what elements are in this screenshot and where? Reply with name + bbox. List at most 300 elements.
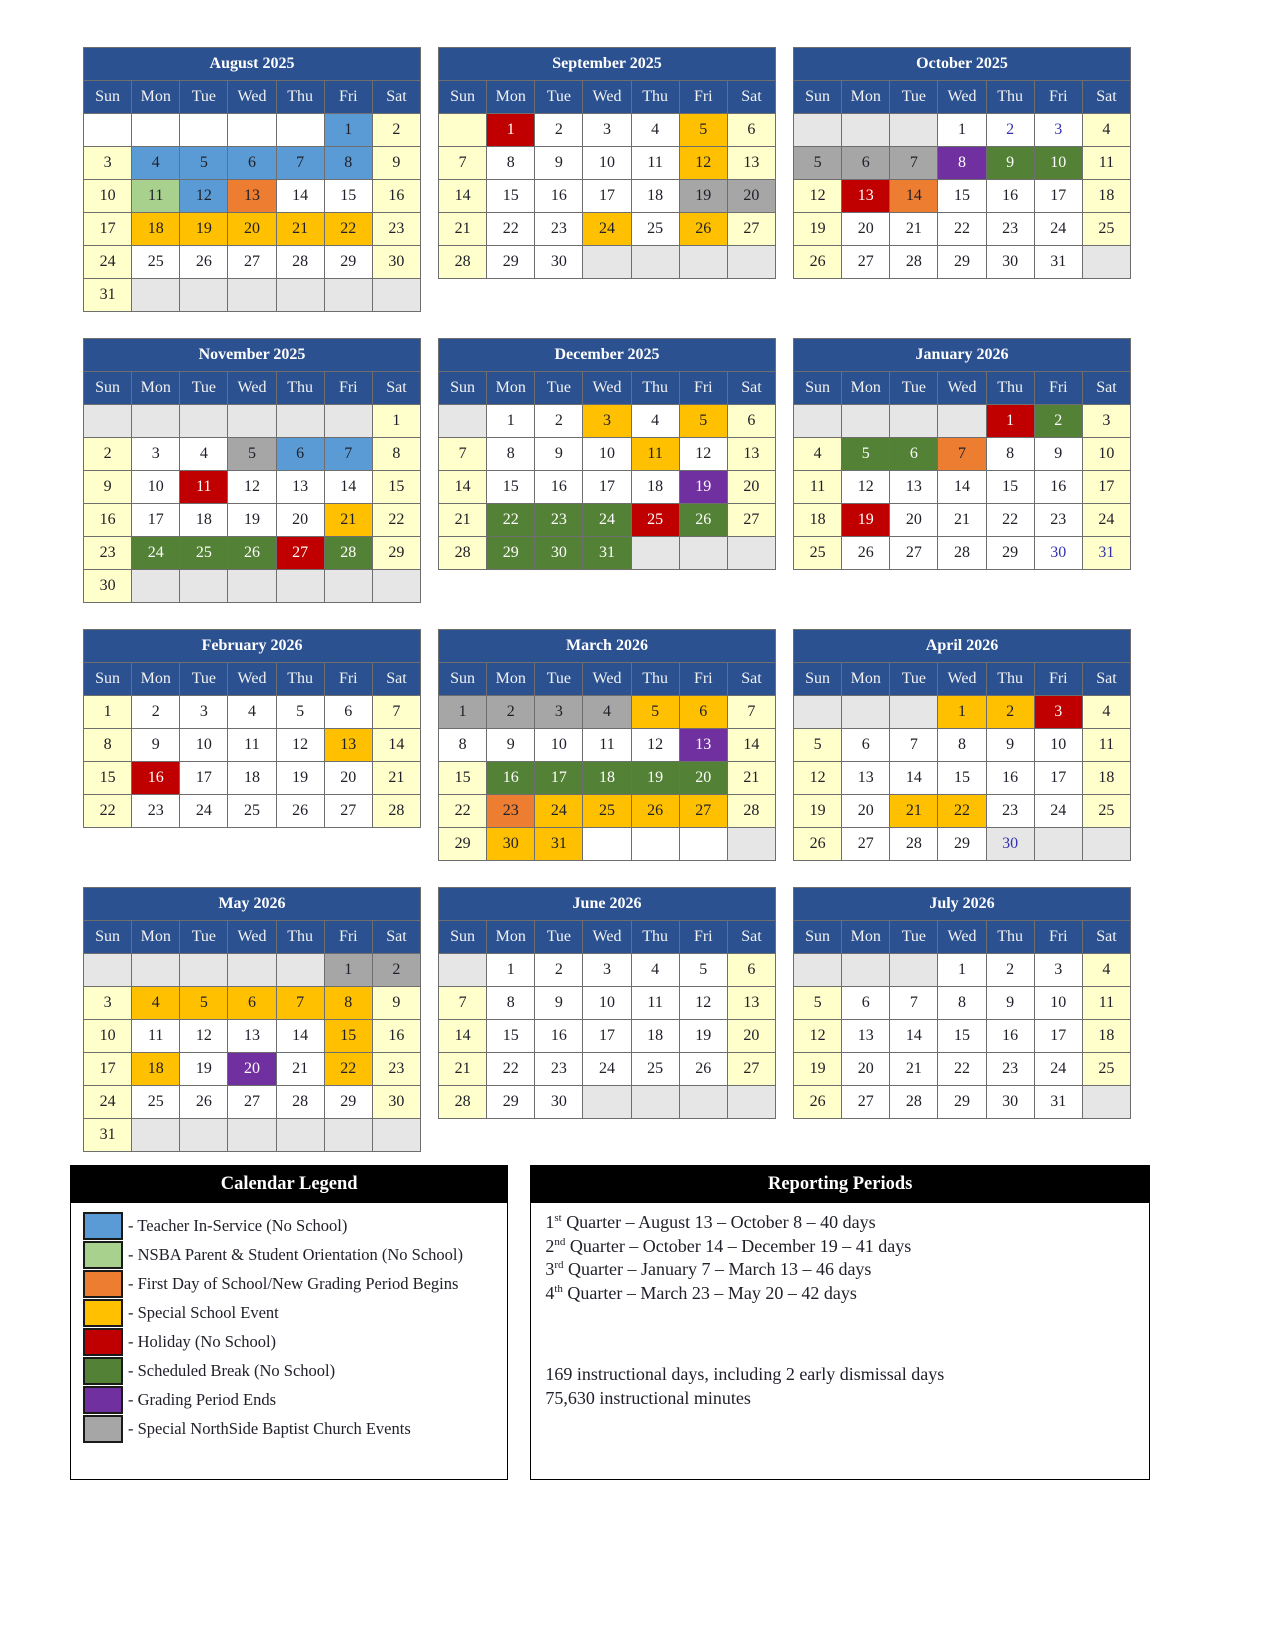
day-cell: 6: [727, 954, 775, 987]
weekday-header-wed: Wed: [938, 81, 986, 114]
day-cell: 7: [727, 696, 775, 729]
day-cell: 4: [794, 438, 842, 471]
day-cell: 16: [535, 471, 583, 504]
empty-cell: [324, 1119, 372, 1152]
empty-cell: [180, 114, 228, 147]
day-cell: 15: [487, 1020, 535, 1053]
calendar-months-grid: [83, 47, 1139, 1152]
empty-cell: [1082, 1086, 1130, 1119]
day-cell: 8: [487, 147, 535, 180]
weekday-header-tue: Tue: [180, 81, 228, 114]
day-cell: 29: [324, 246, 372, 279]
empty-cell: [84, 114, 132, 147]
empty-cell: [583, 828, 631, 861]
empty-cell: [679, 1086, 727, 1119]
day-cell: 22: [487, 504, 535, 537]
weekday-header-tue: Tue: [180, 921, 228, 954]
legend-label: - Teacher In-Service (No School): [128, 1216, 348, 1235]
weekday-header-wed: Wed: [583, 663, 631, 696]
day-cell: 9: [372, 987, 420, 1020]
day-cell: 8: [372, 438, 420, 471]
day-cell: 11: [583, 729, 631, 762]
day-cell: 29: [372, 537, 420, 570]
day-cell: 25: [1082, 795, 1130, 828]
empty-cell: [276, 954, 324, 987]
day-cell: 9: [132, 729, 180, 762]
day-cell: 3: [1082, 405, 1130, 438]
day-cell: 24: [84, 1086, 132, 1119]
day-cell: 28: [439, 246, 487, 279]
day-cell: 11: [1082, 729, 1130, 762]
day-cell: 19: [180, 213, 228, 246]
day-cell: 17: [1034, 1020, 1082, 1053]
weekday-header-thu: Thu: [631, 81, 679, 114]
day-cell: 1: [324, 114, 372, 147]
legend-swatch: [83, 1386, 123, 1414]
weekday-header-tue: Tue: [535, 663, 583, 696]
day-cell: 6: [842, 987, 890, 1020]
day-cell: 23: [986, 795, 1034, 828]
day-cell: 27: [842, 246, 890, 279]
empty-cell: [842, 954, 890, 987]
month-october-2025: [793, 47, 1131, 279]
weekday-header-sun: Sun: [439, 81, 487, 114]
day-cell: 18: [631, 1020, 679, 1053]
weekday-header-fri: Fri: [324, 81, 372, 114]
weekday-header-sat: Sat: [372, 921, 420, 954]
legend-swatch: [83, 1241, 123, 1269]
day-cell: 30: [372, 1086, 420, 1119]
empty-cell: [132, 279, 180, 312]
day-cell: 21: [324, 504, 372, 537]
weekday-header-tue: Tue: [890, 81, 938, 114]
weekday-header-tue: Tue: [890, 372, 938, 405]
weekday-header-mon: Mon: [842, 372, 890, 405]
day-cell: 18: [180, 504, 228, 537]
day-cell: 11: [1082, 987, 1130, 1020]
day-cell: 14: [439, 1020, 487, 1053]
day-cell: 29: [487, 1086, 535, 1119]
day-cell: 27: [727, 1053, 775, 1086]
month-september-2025: [438, 47, 776, 279]
weekday-header-wed: Wed: [938, 921, 986, 954]
month-title: December 2025: [439, 339, 776, 372]
day-cell: 25: [794, 537, 842, 570]
day-cell: 19: [228, 504, 276, 537]
day-cell: 2: [986, 114, 1034, 147]
day-cell: 16: [132, 762, 180, 795]
day-cell: 20: [324, 762, 372, 795]
empty-cell: [132, 954, 180, 987]
day-cell: 28: [372, 795, 420, 828]
day-cell: 12: [679, 438, 727, 471]
day-cell: 4: [631, 954, 679, 987]
day-cell: 17: [132, 504, 180, 537]
day-cell: 26: [679, 504, 727, 537]
day-cell: 2: [132, 696, 180, 729]
day-cell: 27: [276, 537, 324, 570]
day-cell: 12: [180, 1020, 228, 1053]
empty-cell: [890, 405, 938, 438]
day-cell: 26: [794, 828, 842, 861]
legend-swatch: [83, 1328, 123, 1356]
reporting-body: [531, 1203, 1149, 1479]
day-cell: 25: [1082, 1053, 1130, 1086]
day-cell: 7: [890, 729, 938, 762]
empty-cell: [276, 570, 324, 603]
weekday-header-sun: Sun: [794, 921, 842, 954]
weekday-header-mon: Mon: [842, 81, 890, 114]
day-cell: 28: [439, 1086, 487, 1119]
empty-cell: [794, 696, 842, 729]
weekday-header-sat: Sat: [1082, 81, 1130, 114]
legend-item: [83, 1212, 501, 1240]
month-title: January 2026: [794, 339, 1131, 372]
day-cell: 7: [938, 438, 986, 471]
day-cell: 19: [842, 504, 890, 537]
day-cell: 26: [679, 213, 727, 246]
day-cell: 12: [679, 147, 727, 180]
day-cell: 3: [132, 438, 180, 471]
weekday-header-fri: Fri: [1034, 372, 1082, 405]
empty-cell: [276, 279, 324, 312]
day-cell: 5: [842, 438, 890, 471]
day-cell: 18: [631, 180, 679, 213]
day-cell: 4: [1082, 954, 1130, 987]
day-cell: 19: [180, 1053, 228, 1086]
day-cell: 28: [276, 1086, 324, 1119]
day-cell: 3: [1034, 114, 1082, 147]
day-cell: 21: [276, 213, 324, 246]
day-cell: 5: [679, 114, 727, 147]
empty-cell: [228, 114, 276, 147]
day-cell: 26: [180, 246, 228, 279]
day-cell: 28: [276, 246, 324, 279]
day-cell: 14: [890, 762, 938, 795]
weekday-header-mon: Mon: [842, 921, 890, 954]
empty-cell: [631, 537, 679, 570]
empty-cell: [132, 570, 180, 603]
day-cell: 10: [583, 147, 631, 180]
day-cell: 10: [84, 1020, 132, 1053]
day-cell: 29: [938, 828, 986, 861]
day-cell: 21: [938, 504, 986, 537]
empty-cell: [84, 954, 132, 987]
empty-cell: [439, 405, 487, 438]
weekday-header-thu: Thu: [986, 81, 1034, 114]
day-cell: 27: [842, 1086, 890, 1119]
month-june-2026: [438, 887, 776, 1119]
legend-label: - Special NorthSide Baptist Church Events: [128, 1419, 411, 1438]
day-cell: 5: [276, 696, 324, 729]
month-title: April 2026: [794, 630, 1131, 663]
empty-cell: [324, 405, 372, 438]
day-cell: 15: [439, 762, 487, 795]
day-cell: 5: [631, 696, 679, 729]
empty-cell: [132, 1119, 180, 1152]
day-cell: 25: [631, 504, 679, 537]
empty-cell: [180, 279, 228, 312]
empty-cell: [180, 405, 228, 438]
day-cell: 16: [535, 180, 583, 213]
day-cell: 30: [535, 246, 583, 279]
day-cell: 6: [228, 987, 276, 1020]
day-cell: 14: [276, 180, 324, 213]
day-cell: 1: [487, 405, 535, 438]
empty-cell: [372, 570, 420, 603]
day-cell: 9: [535, 987, 583, 1020]
legend-swatch: [83, 1357, 123, 1385]
day-cell: 15: [938, 762, 986, 795]
day-cell: 22: [938, 1053, 986, 1086]
day-cell: 2: [372, 954, 420, 987]
day-cell: 6: [727, 405, 775, 438]
empty-cell: [842, 405, 890, 438]
day-cell: 22: [487, 1053, 535, 1086]
day-cell: 4: [1082, 114, 1130, 147]
empty-cell: [794, 405, 842, 438]
empty-cell: [228, 405, 276, 438]
weekday-header-mon: Mon: [842, 663, 890, 696]
day-cell: 1: [324, 954, 372, 987]
day-cell: 23: [535, 1053, 583, 1086]
day-cell: 12: [794, 762, 842, 795]
weekday-header-mon: Mon: [132, 372, 180, 405]
empty-cell: [372, 279, 420, 312]
weekday-header-sat: Sat: [727, 663, 775, 696]
day-cell: 30: [986, 828, 1034, 861]
weekday-header-sun: Sun: [794, 372, 842, 405]
day-cell: 13: [679, 729, 727, 762]
day-cell: 16: [1034, 471, 1082, 504]
weekday-header-tue: Tue: [535, 372, 583, 405]
day-cell: 30: [535, 1086, 583, 1119]
day-cell: 28: [890, 1086, 938, 1119]
day-cell: 27: [228, 1086, 276, 1119]
day-cell: 11: [1082, 147, 1130, 180]
day-cell: 25: [631, 1053, 679, 1086]
day-cell: 23: [372, 213, 420, 246]
reporting-periods-box: [530, 1165, 1150, 1480]
day-cell: 17: [583, 471, 631, 504]
day-cell: 18: [132, 1053, 180, 1086]
day-cell: 25: [180, 537, 228, 570]
weekday-header-sun: Sun: [439, 663, 487, 696]
day-cell: 16: [487, 762, 535, 795]
weekday-header-sun: Sun: [794, 81, 842, 114]
day-cell: 8: [986, 438, 1034, 471]
day-cell: 16: [986, 180, 1034, 213]
day-cell: 4: [228, 696, 276, 729]
day-cell: 7: [324, 438, 372, 471]
empty-cell: [1034, 828, 1082, 861]
day-cell: 12: [276, 729, 324, 762]
day-cell: 1: [439, 696, 487, 729]
day-cell: 8: [938, 729, 986, 762]
legend-label: - Holiday (No School): [128, 1332, 277, 1351]
day-cell: 20: [228, 213, 276, 246]
weekday-header-tue: Tue: [890, 663, 938, 696]
day-cell: 29: [324, 1086, 372, 1119]
empty-cell: [324, 570, 372, 603]
day-cell: 25: [132, 1086, 180, 1119]
day-cell: 18: [583, 762, 631, 795]
empty-cell: [84, 405, 132, 438]
day-cell: 6: [324, 696, 372, 729]
day-cell: 13: [890, 471, 938, 504]
weekday-header-wed: Wed: [938, 372, 986, 405]
day-cell: 16: [986, 762, 1034, 795]
day-cell: 19: [679, 180, 727, 213]
empty-cell: [324, 279, 372, 312]
day-cell: 4: [132, 147, 180, 180]
legend-label: - Scheduled Break (No School): [128, 1361, 336, 1380]
weekday-header-thu: Thu: [986, 663, 1034, 696]
reporting-title: Reporting Periods: [531, 1166, 1149, 1203]
day-cell: 6: [727, 114, 775, 147]
day-cell: 29: [487, 246, 535, 279]
day-cell: 13: [842, 1020, 890, 1053]
day-cell: 13: [842, 762, 890, 795]
day-cell: 30: [1034, 537, 1082, 570]
day-cell: 5: [228, 438, 276, 471]
legend-swatch: [83, 1415, 123, 1443]
day-cell: 3: [84, 987, 132, 1020]
day-cell: 12: [180, 180, 228, 213]
day-cell: 4: [583, 696, 631, 729]
day-cell: 20: [842, 213, 890, 246]
month-january-2026: [793, 338, 1131, 570]
weekday-header-tue: Tue: [890, 921, 938, 954]
day-cell: 1: [938, 114, 986, 147]
empty-cell: [631, 1086, 679, 1119]
day-cell: 30: [986, 1086, 1034, 1119]
weekday-header-tue: Tue: [535, 81, 583, 114]
day-cell: 13: [276, 471, 324, 504]
day-cell: 24: [132, 537, 180, 570]
legend-item: [83, 1357, 501, 1385]
day-cell: 3: [1034, 696, 1082, 729]
day-cell: 3: [583, 405, 631, 438]
day-cell: 17: [180, 762, 228, 795]
day-cell: 4: [180, 438, 228, 471]
empty-cell: [890, 114, 938, 147]
day-cell: 24: [535, 795, 583, 828]
day-cell: 1: [986, 405, 1034, 438]
day-cell: 7: [439, 147, 487, 180]
day-cell: 10: [1034, 147, 1082, 180]
day-cell: 10: [583, 987, 631, 1020]
weekday-header-sun: Sun: [439, 372, 487, 405]
day-cell: 15: [324, 1020, 372, 1053]
day-cell: 5: [679, 405, 727, 438]
day-cell: 16: [535, 1020, 583, 1053]
day-cell: 17: [535, 762, 583, 795]
day-cell: 23: [1034, 504, 1082, 537]
day-cell: 24: [180, 795, 228, 828]
day-cell: 22: [84, 795, 132, 828]
day-cell: 8: [439, 729, 487, 762]
legend-title: Calendar Legend: [71, 1166, 507, 1203]
spacer: [545, 1305, 1139, 1363]
legend-label: - Grading Period Ends: [128, 1390, 277, 1409]
day-cell: 3: [535, 696, 583, 729]
day-cell: 10: [1034, 729, 1082, 762]
day-cell: 17: [1034, 180, 1082, 213]
day-cell: 28: [727, 795, 775, 828]
day-cell: 3: [583, 954, 631, 987]
day-cell: 24: [1034, 795, 1082, 828]
empty-cell: [631, 246, 679, 279]
day-cell: 26: [794, 1086, 842, 1119]
legend-body: [71, 1203, 507, 1479]
empty-cell: [439, 114, 487, 147]
weekday-header-thu: Thu: [276, 81, 324, 114]
day-cell: 10: [1082, 438, 1130, 471]
weekday-header-mon: Mon: [487, 921, 535, 954]
weekday-header-fri: Fri: [679, 372, 727, 405]
empty-cell: [228, 954, 276, 987]
day-cell: 5: [794, 987, 842, 1020]
day-cell: 7: [890, 987, 938, 1020]
day-cell: 21: [727, 762, 775, 795]
empty-cell: [276, 405, 324, 438]
empty-cell: [1082, 828, 1130, 861]
weekday-header-fri: Fri: [324, 921, 372, 954]
weekday-header-thu: Thu: [631, 921, 679, 954]
day-cell: 13: [727, 147, 775, 180]
month-march-2026: [438, 629, 776, 861]
day-cell: 27: [228, 246, 276, 279]
day-cell: 9: [487, 729, 535, 762]
day-cell: 22: [986, 504, 1034, 537]
weekday-header-wed: Wed: [228, 663, 276, 696]
month-title: June 2026: [439, 888, 776, 921]
weekday-header-tue: Tue: [180, 663, 228, 696]
legend-swatch: [83, 1212, 123, 1240]
weekday-header-wed: Wed: [583, 81, 631, 114]
day-cell: 26: [180, 1086, 228, 1119]
empty-cell: [794, 114, 842, 147]
day-cell: 15: [938, 1020, 986, 1053]
day-cell: 14: [890, 180, 938, 213]
month-title: February 2026: [84, 630, 421, 663]
day-cell: 22: [372, 504, 420, 537]
day-cell: 8: [938, 147, 986, 180]
legend-item: [83, 1328, 501, 1356]
empty-cell: [583, 246, 631, 279]
day-cell: 19: [679, 471, 727, 504]
empty-cell: [1082, 246, 1130, 279]
day-cell: 25: [631, 213, 679, 246]
day-cell: 5: [180, 987, 228, 1020]
empty-cell: [583, 1086, 631, 1119]
day-cell: 13: [727, 438, 775, 471]
day-cell: 23: [132, 795, 180, 828]
summary-line: 169 instructional days, including 2 early dismissal days: [545, 1364, 945, 1385]
month-title: September 2025: [439, 48, 776, 81]
month-december-2025: [438, 338, 776, 570]
day-cell: 13: [324, 729, 372, 762]
month-title: October 2025: [794, 48, 1131, 81]
empty-cell: [727, 246, 775, 279]
legend-item: [83, 1241, 501, 1269]
day-cell: 17: [84, 213, 132, 246]
day-cell: 20: [727, 1020, 775, 1053]
day-cell: 9: [535, 438, 583, 471]
day-cell: 22: [938, 213, 986, 246]
day-cell: 17: [1082, 471, 1130, 504]
